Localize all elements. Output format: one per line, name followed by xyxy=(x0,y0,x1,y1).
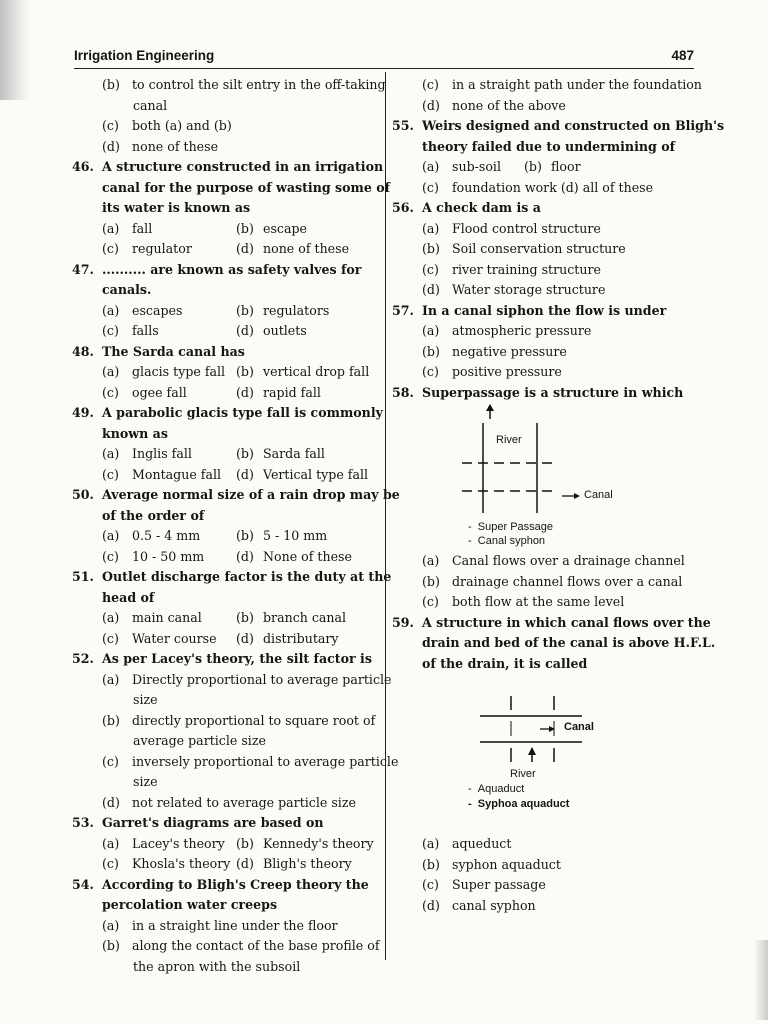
option-label: (a) xyxy=(102,364,120,379)
option-text: Directly proportional to average particle xyxy=(132,671,392,687)
option-second xyxy=(524,157,581,178)
option-text: canal syphon xyxy=(452,897,536,913)
option-text: Super passage xyxy=(452,877,546,892)
option-line xyxy=(392,75,702,96)
question-text: A parabolic glacis type fall is commonly xyxy=(102,405,383,420)
question-line xyxy=(392,301,702,322)
option-text: floor xyxy=(551,159,581,174)
question-line xyxy=(72,403,383,424)
option-label: (b) xyxy=(422,856,440,872)
option-line xyxy=(392,280,702,301)
option-text: Water storage structure xyxy=(452,282,606,297)
option-label: (d) xyxy=(236,856,254,871)
question-continuation: its water is known as xyxy=(102,200,251,215)
arrow-head xyxy=(528,747,536,755)
option-text: Khosla's theory xyxy=(132,856,231,871)
option-text: syphon aquaduct xyxy=(452,856,561,872)
option-pair-line xyxy=(72,608,380,629)
question-number: 52. xyxy=(72,651,94,666)
option-second xyxy=(236,444,325,465)
option-second xyxy=(236,321,307,342)
option-label: (b) xyxy=(102,938,120,953)
question-text: In a canal siphon the flow is under xyxy=(422,302,667,318)
right-bottom-block xyxy=(392,834,702,916)
option-text: main canal xyxy=(132,610,202,625)
option-label: (c) xyxy=(422,594,439,609)
option-text: sub-soil xyxy=(452,159,501,174)
option-label: (b) xyxy=(102,77,120,92)
option-label: (b) xyxy=(422,573,440,589)
option-label: (a) xyxy=(422,836,440,851)
aqueduct-diagram xyxy=(392,674,702,834)
option-line xyxy=(392,362,702,383)
option-pair-line xyxy=(392,157,702,178)
option-label: (b) xyxy=(236,610,254,625)
option-line xyxy=(392,551,702,572)
question-number: 53. xyxy=(72,815,94,830)
question-text: Outlet discharge factor is the duty at the xyxy=(102,569,392,584)
option-label: (a) xyxy=(422,553,440,568)
option-text: falls xyxy=(132,323,159,338)
option-text: drainage channel flows over a canal xyxy=(452,573,683,589)
question-text: A structure constructed in an irrigation xyxy=(102,159,384,174)
option-second xyxy=(236,629,339,650)
option-label: (b) xyxy=(236,528,254,543)
option-text: positive pressure xyxy=(452,364,562,379)
question-text: According to Bligh's Creep theory the xyxy=(102,876,369,892)
option-second xyxy=(236,383,321,404)
question-line xyxy=(72,342,380,363)
option-line xyxy=(72,711,380,732)
option-line xyxy=(392,875,702,896)
option-pair-line xyxy=(72,854,380,875)
question-number: 47. xyxy=(72,261,94,277)
option-line xyxy=(72,793,380,814)
option-label: (d) xyxy=(236,466,254,482)
option-label: (c) xyxy=(102,856,119,871)
question-text: Garret's diagrams are based on xyxy=(102,815,324,830)
option-text: fall xyxy=(132,220,153,236)
question-continuation: theory failed due to undermining of xyxy=(422,138,676,154)
question-line xyxy=(72,875,380,896)
column-divider xyxy=(385,72,386,960)
option-text: along the contact of the base profile of xyxy=(132,938,380,953)
option-text: glacis type fall xyxy=(132,364,226,379)
option-second xyxy=(236,608,346,629)
question-text: .......... are known as safety valves for xyxy=(102,261,362,277)
option-label: (c) xyxy=(102,548,119,564)
option-text: Water course xyxy=(132,630,217,646)
option-label: (d) xyxy=(236,384,254,400)
option-pair-line xyxy=(72,547,380,568)
option-text: Soil conservation structure xyxy=(452,241,626,256)
option-label: (a) xyxy=(102,917,120,933)
option-pair-line xyxy=(72,321,380,342)
question-line xyxy=(72,485,400,506)
option-label: (a) xyxy=(422,220,440,236)
question-line xyxy=(72,260,380,281)
question-line xyxy=(72,567,392,588)
option-label: (d) xyxy=(236,323,254,338)
option-text: inversely proportional to average particle xyxy=(132,753,399,769)
question-continuation: of the order of xyxy=(102,507,205,523)
option-label: (b) xyxy=(236,302,254,318)
option-pair-line xyxy=(72,301,380,322)
option-text: not related to average particle size xyxy=(132,794,356,810)
option-text: Flood control structure xyxy=(452,220,601,236)
option-text: to control the silt entry in the off-taking xyxy=(132,77,386,92)
option-continuation: size xyxy=(133,692,158,707)
option-label: (c) xyxy=(102,384,119,400)
option-label: (b) xyxy=(102,712,120,728)
option-label: (a) xyxy=(102,302,120,318)
option-label: (c) xyxy=(422,261,439,277)
option-text: vertical drop fall xyxy=(263,364,370,379)
option-label: (a) xyxy=(422,323,440,338)
legend-item: - Canal syphon xyxy=(468,535,546,547)
canal-label: Canal xyxy=(584,489,613,501)
question-text: A structure in which canal flows over the xyxy=(422,614,711,630)
option-line xyxy=(72,670,392,691)
option-line xyxy=(72,75,386,96)
right-column xyxy=(392,75,725,916)
option-text: escape xyxy=(263,220,307,236)
question-text: Average normal size of a rain drop may be xyxy=(102,487,400,502)
scan-edge-shadow-right xyxy=(754,940,768,1020)
question-continuation: known as xyxy=(102,425,168,441)
option-second xyxy=(236,239,349,260)
option-label: (c) xyxy=(422,364,439,379)
river-label: River xyxy=(496,434,522,446)
option-text: Kennedy's theory xyxy=(263,835,374,851)
river-label: River xyxy=(510,768,536,780)
question-number: 59. xyxy=(392,614,414,630)
option-line xyxy=(392,855,702,876)
option-label: (b) xyxy=(236,220,254,236)
question-continuation: canals. xyxy=(102,282,152,297)
option-pair-line xyxy=(72,465,380,486)
option-label: (b) xyxy=(236,364,254,379)
option-second xyxy=(236,834,374,855)
question-line xyxy=(72,157,384,178)
option-text: both flow at the same level xyxy=(452,594,625,609)
legend-item: - Syphoa aquaduct xyxy=(468,798,570,810)
option-label: (a) xyxy=(102,835,120,851)
option-label: (c) xyxy=(102,630,119,646)
option-second xyxy=(236,219,307,240)
option-continuation: average particle size xyxy=(133,733,266,748)
question-continuation: percolation water creeps xyxy=(102,897,278,912)
question-number: 54. xyxy=(72,876,94,892)
option-text: in a straight line under the floor xyxy=(132,917,338,933)
question-line xyxy=(392,198,702,219)
option-text: atmospheric pressure xyxy=(452,323,592,338)
question-line xyxy=(392,613,711,634)
superpassage-diagram xyxy=(392,403,702,551)
option-line xyxy=(72,936,380,957)
question-number: 55. xyxy=(392,118,414,133)
question-number: 58. xyxy=(392,384,414,400)
option-text: Inglis fall xyxy=(132,446,192,461)
option-continuation: size xyxy=(133,774,158,789)
option-text: none of these xyxy=(263,241,350,256)
option-label: (a) xyxy=(102,220,120,236)
option-label: (d) xyxy=(102,794,120,810)
option-text: none of the above xyxy=(452,97,566,113)
option-label: (a) xyxy=(102,528,120,543)
page-number: 487 xyxy=(671,48,694,63)
option-text: 10 - 50 mm xyxy=(132,548,205,564)
question-number: 51. xyxy=(72,569,94,584)
option-pair-line xyxy=(72,383,380,404)
left-column xyxy=(72,75,400,977)
option-line xyxy=(392,219,702,240)
option-line xyxy=(392,260,702,281)
option-second xyxy=(236,854,352,875)
option-pair-line xyxy=(72,444,380,465)
option-label: (d) xyxy=(422,97,440,113)
question-number: 46. xyxy=(72,159,94,174)
question-line xyxy=(72,649,380,670)
option-text: escapes xyxy=(132,302,183,318)
option-label: (b) xyxy=(422,241,440,256)
option-text: branch canal xyxy=(263,610,347,625)
option-text: Canal flows over a drainage channel xyxy=(452,553,685,568)
option-text: none of these xyxy=(132,138,219,154)
legend-item: - Aquaduct xyxy=(468,783,525,795)
option-label: (d) xyxy=(422,897,440,913)
question-line xyxy=(392,383,702,404)
page-header xyxy=(74,48,694,69)
running-title: Irrigation Engineering xyxy=(74,48,215,63)
option-label: (c) xyxy=(102,323,119,338)
option-second xyxy=(236,465,368,486)
option-line xyxy=(392,96,702,117)
question-text: The Sarda canal has xyxy=(102,343,245,359)
option-continuation: canal xyxy=(133,97,168,113)
option-continuation: the apron with the subsoil xyxy=(133,958,301,974)
option-label: (d) xyxy=(236,241,254,256)
option-text: aqueduct xyxy=(452,836,512,851)
option-label: (d) xyxy=(422,282,440,297)
option-pair-line xyxy=(72,219,380,240)
question-line xyxy=(72,813,380,834)
option-label: (b) xyxy=(236,835,254,851)
option-label: (c) xyxy=(102,118,119,133)
question-line xyxy=(392,116,725,137)
option-text: regulators xyxy=(263,302,330,318)
option-pair-line xyxy=(72,629,380,650)
option-line xyxy=(72,116,380,137)
option-text: rapid fall xyxy=(263,384,321,400)
question-number: 56. xyxy=(392,200,414,215)
option-label: (c) xyxy=(422,179,439,195)
option-second xyxy=(236,526,327,547)
option-label: (a) xyxy=(422,159,440,174)
option-label: (c) xyxy=(102,753,119,769)
question-text: A check dam is a xyxy=(422,200,541,215)
option-text: river training structure xyxy=(452,261,601,277)
option-line xyxy=(72,916,380,937)
option-pair-line xyxy=(72,239,380,260)
option-label: (c) xyxy=(422,77,439,92)
option-line xyxy=(72,137,380,158)
question-continuation: of the drain, it is called xyxy=(422,655,588,671)
question-number: 48. xyxy=(72,343,94,359)
option-second xyxy=(236,547,352,568)
option-pair-line xyxy=(72,362,380,383)
option-text: Vertical type fall xyxy=(263,466,369,482)
option-label: (b) xyxy=(236,446,254,461)
option-text: directly proportional to square root of xyxy=(132,712,376,728)
option-line xyxy=(392,239,702,260)
option-label: (c) xyxy=(102,466,119,482)
option-line xyxy=(392,342,702,363)
option-label: (a) xyxy=(102,671,120,687)
scan-edge-shadow xyxy=(0,0,30,100)
question-number: 57. xyxy=(392,302,414,318)
option-text: in a straight path under the foundation xyxy=(452,77,702,92)
option-text: both (a) and (b) xyxy=(132,118,232,133)
option-label: (d) xyxy=(236,630,254,646)
option-text: None of these xyxy=(263,548,352,564)
option-label: (c) xyxy=(422,877,439,892)
option-text: Sarda fall xyxy=(263,446,325,461)
question-text: Superpassage is a structure in which xyxy=(422,384,684,400)
option-second xyxy=(236,362,369,383)
option-line xyxy=(392,896,702,917)
option-pair-line xyxy=(72,834,380,855)
option-label: (c) xyxy=(102,241,119,256)
question-number: 50. xyxy=(72,487,94,502)
option-label: (b) xyxy=(422,343,440,359)
option-text: 5 - 10 mm xyxy=(263,528,328,543)
option-line xyxy=(72,752,399,773)
option-pair-line xyxy=(72,526,380,547)
option-label: (d) xyxy=(236,548,254,564)
option-text: Lacey's theory xyxy=(132,835,225,851)
option-text: ogee fall xyxy=(132,384,187,400)
option-text: outlets xyxy=(263,323,307,338)
canal-label: Canal xyxy=(564,721,594,733)
option-text: regulator xyxy=(132,241,192,256)
option-line xyxy=(392,178,702,199)
right-middle-block xyxy=(392,551,716,674)
option-text: negative pressure xyxy=(452,343,567,359)
option-text: distributary xyxy=(263,630,339,646)
option-text: 0.5 - 4 mm xyxy=(132,528,201,543)
arrow-head xyxy=(574,493,580,499)
option-label: (a) xyxy=(102,446,120,461)
question-text: As per Lacey's theory, the silt factor is xyxy=(102,651,372,666)
arrow-head xyxy=(486,404,494,411)
question-continuation: canal for the purpose of wasting some of xyxy=(102,179,391,195)
option-text: Bligh's theory xyxy=(263,856,352,871)
option-label: (b) xyxy=(524,159,542,174)
right-top-block xyxy=(392,75,725,403)
option-line xyxy=(392,321,702,342)
option-line xyxy=(392,592,702,613)
option-text: foundation work (d) all of these xyxy=(452,179,654,195)
option-line xyxy=(392,834,702,855)
option-second xyxy=(236,301,329,322)
question-text: Weirs designed and constructed on Bligh's xyxy=(422,118,725,133)
question-number: 49. xyxy=(72,405,94,420)
legend-item: - Super Passage xyxy=(468,521,553,533)
option-label: (d) xyxy=(102,138,120,154)
option-label: (a) xyxy=(102,610,120,625)
option-line xyxy=(392,572,702,593)
option-text: Montague fall xyxy=(132,466,222,482)
question-continuation: drain and bed of the canal is above H.F.L. xyxy=(422,635,716,650)
question-continuation: head of xyxy=(102,589,155,605)
